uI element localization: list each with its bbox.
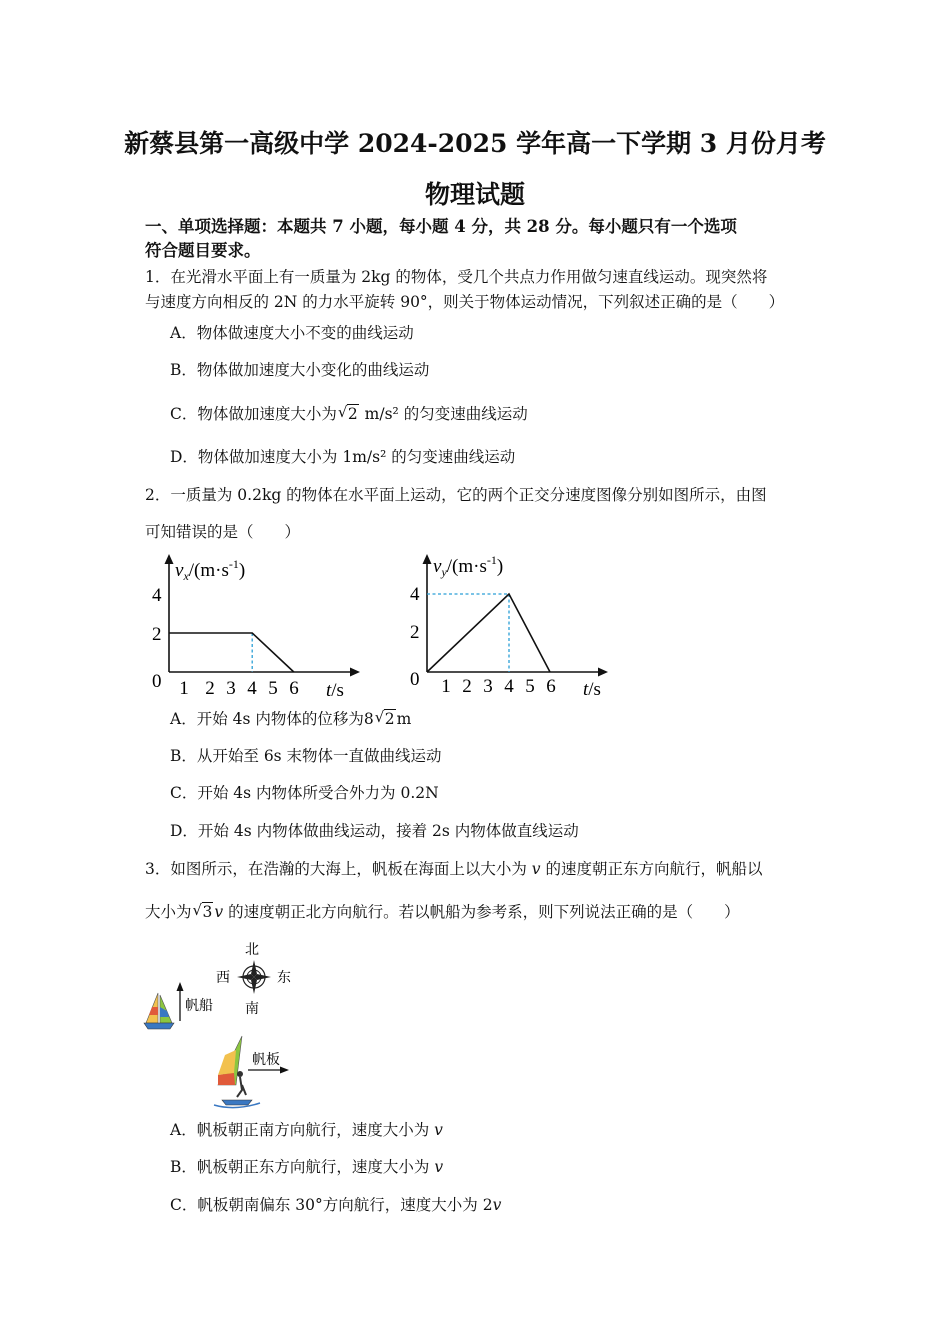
q3-option-c: C．帆板朝南偏东 30°方向航行，速度大小为 2v bbox=[170, 1196, 502, 1214]
north-arrowhead-icon bbox=[177, 982, 184, 991]
q1-option-c bbox=[170, 402, 528, 426]
q1-option-a: A．物体做速度大小不变的曲线运动 bbox=[170, 324, 414, 342]
compass-south: 南 bbox=[245, 1002, 259, 1017]
q2-option-a bbox=[170, 707, 411, 731]
vy-xtick-1: 1 bbox=[441, 676, 451, 697]
compass-rose-icon bbox=[237, 960, 271, 994]
vy-y-arrow bbox=[423, 554, 432, 564]
vy-xtick-3: 3 bbox=[483, 676, 493, 697]
vx-series-line bbox=[169, 633, 294, 672]
vy-graph bbox=[398, 550, 628, 700]
vy-ytick-4: 4 bbox=[410, 584, 420, 605]
sailboat-label: 帆船 bbox=[185, 999, 213, 1014]
vx-xlabel: t/s bbox=[326, 680, 344, 700]
q3-option-a: A．帆板朝正南方向航行，速度大小为 v bbox=[170, 1121, 443, 1139]
vy-series-line bbox=[427, 594, 550, 672]
q3-stem-line1: 3．如图所示，在浩瀚的大海上，帆板在海面上以大小为 v 的速度朝正东方向航行，帆船以 bbox=[145, 860, 763, 878]
vx-xtick-5: 5 bbox=[268, 678, 278, 699]
section-heading-cont: 符合题目要求。 bbox=[145, 241, 261, 260]
vy-xtick-5: 5 bbox=[525, 676, 535, 697]
vy-ylabel: $v_y/(m\cdot s^{-1})$ bbox=[433, 553, 504, 579]
q3-radicand: 3 bbox=[202, 903, 213, 921]
q3-option-b: B．帆板朝正东方向航行，速度大小为 v bbox=[170, 1158, 444, 1176]
vx-xtick-4: 4 bbox=[247, 678, 257, 699]
q2-option-d: D．开始 4s 内物体做曲线运动，接着 2s 内物体做直线运动 bbox=[170, 822, 579, 840]
section-heading: 一、单项选择题：本题共 7 小题，每小题 4 分，共 28 分。每小题只有一个选项 bbox=[145, 217, 737, 236]
vx-y-arrow bbox=[165, 554, 174, 564]
page-subtitle: 物理试题 bbox=[424, 180, 525, 209]
compass-east: 东 bbox=[277, 971, 291, 986]
sqrt-symbol: √ 2 bbox=[337, 403, 358, 423]
vx-ylabel: $v_x/(m\cdot s^{-1})$ bbox=[175, 557, 246, 583]
sqrt-symbol: √ 3 bbox=[192, 901, 213, 921]
compass-west: 西 bbox=[216, 971, 230, 986]
q3-stem-line2: 大小为 √ 3 v 的速度朝正北方向航行。若以帆船为参考系，则下列说法正确的是（ ） bbox=[145, 900, 740, 924]
east-arrowhead-icon bbox=[280, 1067, 289, 1074]
page-title: 新蔡县第一高级中学 2024-2025 学年高一下学期 3 月份月考 bbox=[124, 129, 826, 158]
q1-stem-line2: 与速度方向相反的 2N 的力水平旋转 90°，则关于物体运动情况，下列叙述正确的是（ ） bbox=[145, 293, 785, 311]
vy-ytick-2: 2 bbox=[410, 622, 420, 643]
q2-option-a-pre: A．开始 4s 内物体的位移为 bbox=[170, 710, 364, 728]
sqrt-symbol: √ 2 bbox=[374, 708, 395, 728]
vx-graph bbox=[140, 550, 370, 700]
q2-stem-line2: 可知错误的是（ ） bbox=[145, 523, 301, 541]
vx-ytick-2: 2 bbox=[152, 624, 162, 645]
sailboat-icon bbox=[144, 993, 174, 1029]
q1-stem-line1: 1．在光滑水平面上有一质量为 2kg 的物体，受几个共点力作用做匀速直线运动。现突然将 bbox=[145, 268, 768, 286]
vy-xtick-4: 4 bbox=[504, 676, 514, 697]
vx-xtick-3: 3 bbox=[226, 678, 236, 699]
vy-xtick-6: 6 bbox=[546, 676, 556, 697]
q2-option-c: C．开始 4s 内物体所受合外力为 0.2N bbox=[170, 784, 439, 802]
q1-option-c-post: m/s² 的匀变速曲线运动 bbox=[359, 405, 528, 423]
vx-x-arrow bbox=[350, 668, 360, 677]
q2-stem-line1: 2．一质量为 0.2kg 的物体在水平面上运动，它的两个正交分速度图像分别如图所示，由图 bbox=[145, 486, 767, 504]
vy-xtick-2: 2 bbox=[462, 676, 472, 697]
q1-option-d: D．物体做加速度大小为 1m/s² 的匀变速曲线运动 bbox=[170, 448, 516, 466]
vy-x-arrow bbox=[598, 668, 608, 677]
q1-option-b: B．物体做加速度大小变化的曲线运动 bbox=[170, 361, 430, 379]
q1-option-c-pre: C．物体做加速度大小为 bbox=[170, 405, 337, 423]
vx-origin: 0 bbox=[152, 671, 162, 692]
vx-ytick-4: 4 bbox=[152, 585, 162, 606]
vx-xtick-2: 2 bbox=[205, 678, 215, 699]
windsurfer-icon bbox=[214, 1036, 260, 1108]
q2-option-a-post: m bbox=[396, 710, 412, 728]
vx-xtick-1: 1 bbox=[179, 678, 189, 699]
q1-option-c-radicand: 2 bbox=[347, 405, 358, 423]
q2-option-a-radicand: 2 bbox=[384, 710, 395, 728]
vy-origin: 0 bbox=[410, 669, 420, 690]
vy-xlabel: t/s bbox=[583, 679, 601, 700]
q3-figure bbox=[140, 935, 320, 1110]
q2-option-b: B．从开始至 6s 末物体一直做曲线运动 bbox=[170, 747, 442, 765]
windsurf-label: 帆板 bbox=[252, 1053, 280, 1068]
compass-north: 北 bbox=[245, 943, 259, 958]
q2-option-a-coef: 8 bbox=[363, 710, 374, 728]
vx-xtick-6: 6 bbox=[289, 678, 299, 699]
